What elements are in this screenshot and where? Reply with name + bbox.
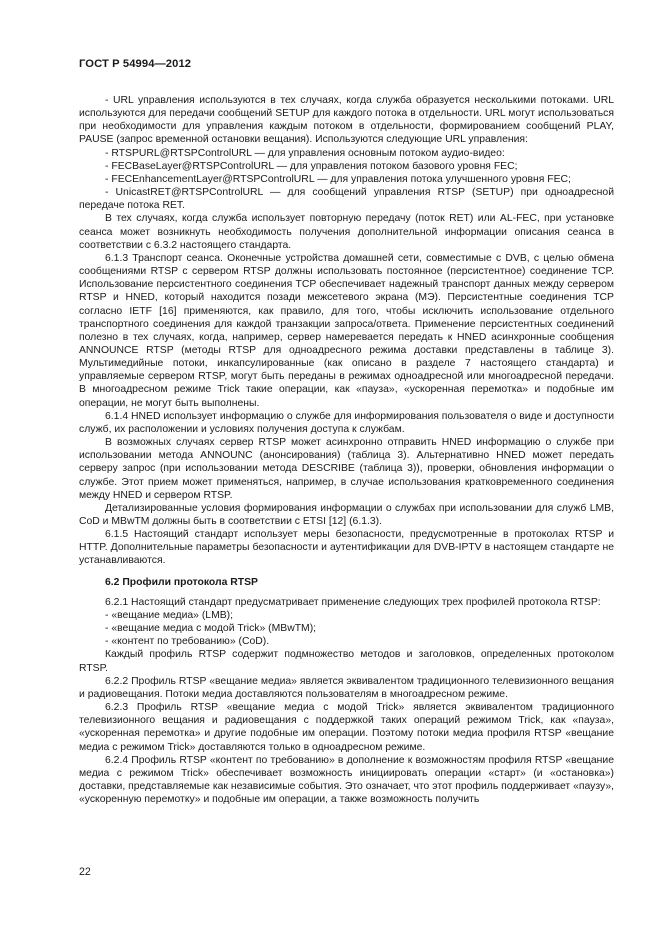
paragraph: 6.2.3 Профиль RTSP «вещание медиа с модой Trick» является эквивалентом традиционного телевизионного вещания и радиовещания с поддержкой таких операций режимом Trick, как «пауза», «ускоренная перемотка» и другие подобные им операции. Поэтому потоки медиа профиля RTSP «вещание медиа с режимом Trick» доставляются только в одноадресном режиме. <box>79 702 614 753</box>
document-body <box>79 94 614 806</box>
list-item: - FECEnhancementLayer@RTSPControlURL — для управления потока улучшенного уровня FEC; <box>105 173 571 185</box>
paragraph: - URL управления используются в тех случаях, когда служба образуется несколькими потоками. URL используются для передачи сообщений SETUP для каждого потока в отдельности. URL могут использоваться при необходимости для управления каждым потоком в отдельности, формированием сообщений PLAY, PAUSE (запрос временной остановки вещания). Используются следующие URL управления: <box>79 95 614 146</box>
paragraph: 6.2.1 Настоящий стандарт предусматривает применение следующих трех профилей протокола RTSP: <box>105 596 601 608</box>
paragraph: 6.2.2 Профиль RTSP «вещание медиа» является эквивалентом традиционного телевизионного вещания и радиовещания. Потоки медиа доставляются пользователям в многоадресном режиме. <box>79 675 614 700</box>
paragraph: В возможных случаях сервер RTSP может асинхронно отправить HNED информацию о службе при использовании метода ANNOUNC (анонсирования) (таблица 3). Альтернативно HNED может передать серверу запрос (при использовании метода DESCRIBE (таблица 3)), проверки, обновления информации о службе. Этот прием может применяться, например, в случае использования кратковременного соединения между HNED и сервером RTSP. <box>79 437 614 501</box>
paragraph: В тех случаях, когда служба использует повторную передачу (поток RET) или AL-FEC, при установке сеанса может возникнуть необходимость получения дополнительной информации описания сеанса в соответствии с 6.3.2 настоящего стандарта. <box>79 213 614 251</box>
list-item: - «контент по требованию» (CoD). <box>105 636 270 648</box>
list-item: - «вещание медиа» (LMB); <box>105 609 234 621</box>
paragraph: 6.1.3 Транспорт сеанса. Оконечные устройства домашней сети, совместимые с DVB, с целью обмена сообщениями RTSP с сервером RTSP должны использовать постоянное (персистентное) соединение TCP. Использование персистентного соединения TCP обеспечивает надежный транспорт данных между сервером RTSP и HNED, который находится позади межсетевого экрана (МЭ). Персистентные соединения TCP согласно IETF [16] применяются, как правило, для того, чтобы исключить использование отдельного транспортного соединения для каждой транзакции запроса/ответа. Применение персистентных соединений полезно в тех случаях, когда, например, сервер намеревается передать к HNED асинхронные сообщения ANNOUNCE RTSP (методы RTSP для одноадресного режима доставки представлены в таблице 3). Мультимедийные потоки, инкапсулированные (как описано в разделе 7 настоящего стандарта) и управляемые сервером RTSP, могут быть переданы в режимах одноадресной или многоадресной передачи. В многоадресном режиме Trick такие операции, как «пауза», «ускоренная перемотка» и подобные им операции, не могут быть выполнены. <box>79 252 614 409</box>
paragraph: 6.1.4 HNED использует информацию о службе для информирования пользователя о виде и доступности служб, их расположении и условиях получения доступа к службам. <box>79 410 614 435</box>
list-item: - FECBaseLayer@RTSPControlURL — для управления потоком базового уровня FEC; <box>105 160 518 172</box>
list-item: - RTSPURL@RTSPControlURL — для управления основным потоком аудио-видео: <box>105 147 505 159</box>
list-item: - UnicastRET@RTSPControlURL — для сообщений управления RTSP (SETUP) при одноадресной передаче потока RET. <box>79 187 614 212</box>
page-number: 22 <box>79 866 91 878</box>
paragraph: 6.2.4 Профиль RTSP «контент по требованию» в дополнение к возможностям профиля RTSP «вещание медиа с режимом Trick» обеспечивает возможность инициировать операции «старт» (и «остановка») доставки, представляемые как независимые события. Это означает, что этот профиль поддерживает «паузу», «ускоренную перемотку» и подобные им операции, а также возможность получить <box>79 754 614 806</box>
list-item: - «вещание медиа с модой Trick» (MBwTM); <box>105 623 317 635</box>
section-heading: 6.2 Профили протокола RTSP <box>105 576 258 588</box>
paragraph: Каждый профиль RTSP содержит подмножество методов и заголовков, определенных протоколом RTSP. <box>79 649 614 674</box>
paragraph: Детализированные условия формирования информации о службах при использовании для служб LMB, CoD и MBwTM должны быть в соответствии с ETSI [12] (6.1.3). <box>79 502 614 527</box>
standard-header: ГОСТ Р 54994—2012 <box>79 58 192 70</box>
paragraph: 6.1.5 Настоящий стандарт использует меры безопасности, предусмотренные в протоколах RTSP и HTTP. Дополнительные параметры безопасности и аутентификации для DVB-IPTV в настоящем стандарте не устанавливаются. <box>79 529 614 567</box>
